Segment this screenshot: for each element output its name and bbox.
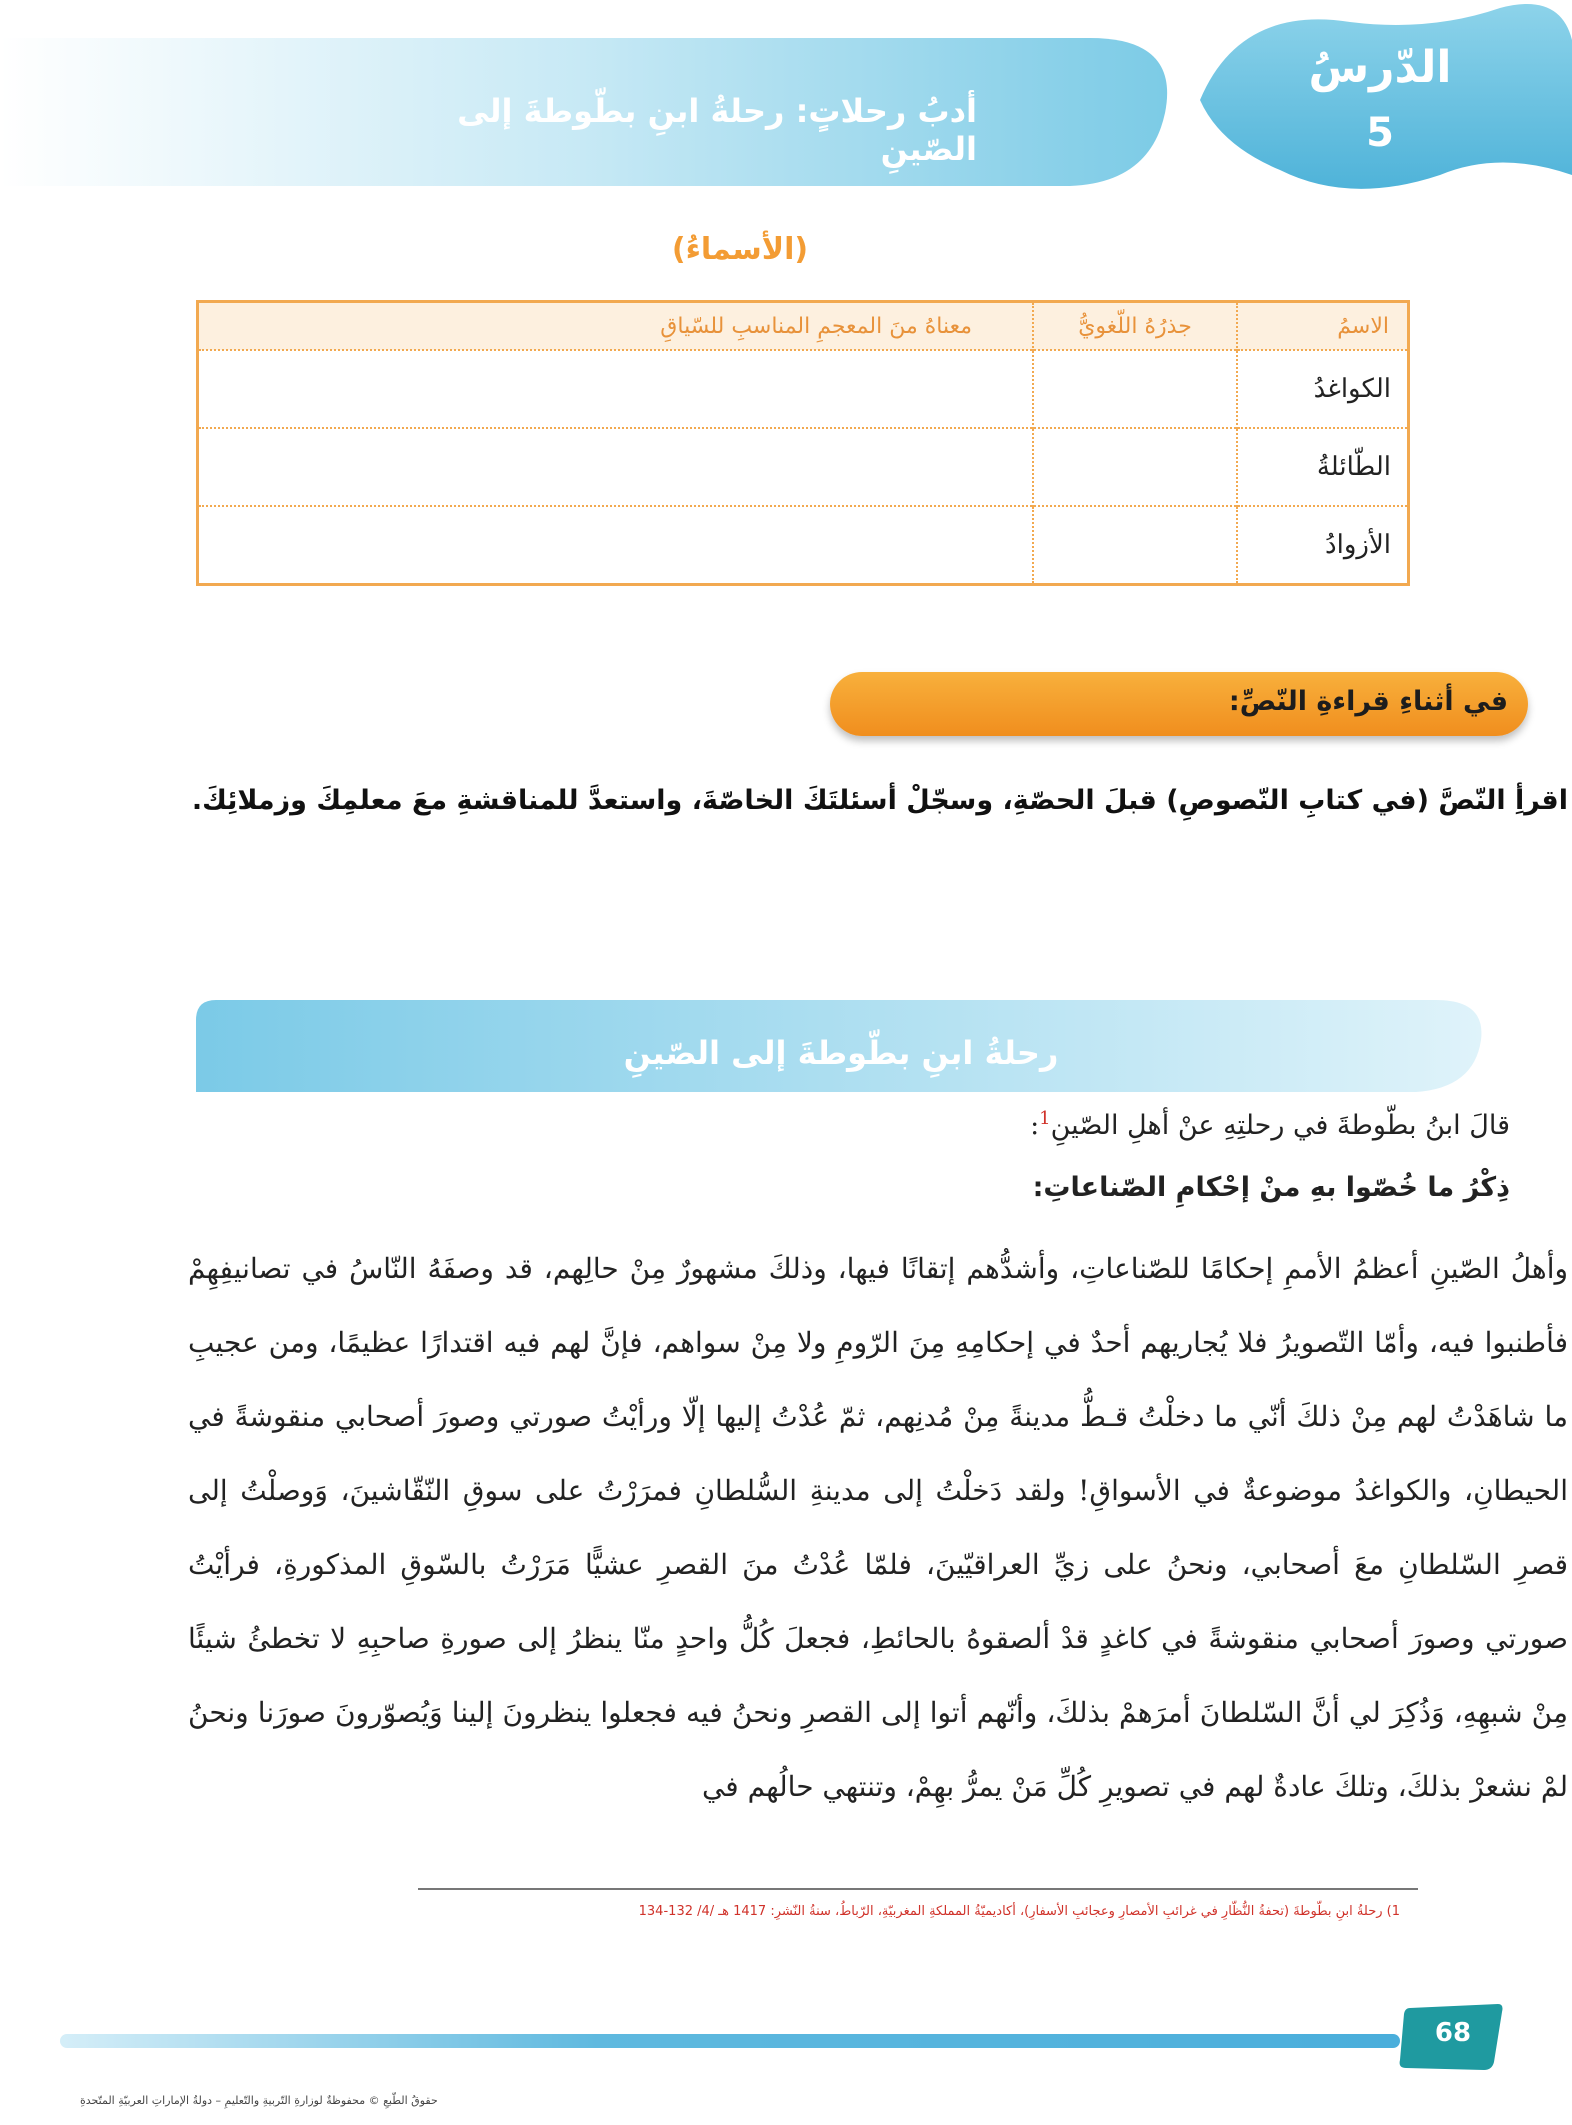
section-title: رحلةُ ابنِ بطّوطةَ إلى الصّينِ [623,1034,1059,1072]
column-header: جذرُهُ اللّغويُّ [1033,302,1237,351]
footnote-divider [418,1888,1418,1890]
vocab-table [196,300,1410,586]
meaning-cell[interactable] [198,428,1034,506]
column-header: الاسمُ [1237,302,1409,351]
column-header: معناهُ منَ المعجمِ المناسبِ للسّياقِ [198,302,1034,351]
word-cell: الطّائلةُ [1237,428,1409,506]
footnote: 1) رحلةُ ابنِ بطّوطةَ (تحفةُ النُّظّارِ في غرائبِ الأمصارِ وعجائبِ الأسفارِ)، أكاديميّةُ المملكةِ المغربيّةِ، الرّباطُ، سنةُ النّشرِ: 1417 هـ /4/ 132-134 [638,1904,1400,1919]
subheading: ذِكْرُ ما خُصّوا بهِ منْ إحْكامِ الصّناعاتِ: [1032,1172,1510,1203]
copyright-text: حقوقُ الطّبعِ © محفوظةٌ لوزارةِ التّربيةِ والتّعليمِ – دولةُ الإماراتِ العربيّةِ المتّحدةِ [80,2094,438,2107]
reading-label: في أثناءِ قراءةِ النّصِّ: [1228,686,1508,717]
body-paragraph: وأهلُ الصّينِ أعظمُ الأممِ إحكامًا للصّناعاتِ، وأشدُّهم إتقانًا فيها، وذلكَ مشهورٌ مِنْ حالِهم، قد وصفَهُ النّاسُ في تصانيفِهِمْ فأطنبوا فيه، وأمّا التّصويرُ فلا يُجاريهم أحدٌ في إحكامِهِ مِنَ الرّومِ ولا مِنْ سواهم، فإنَّ لهم فيه اقتدارًا عظيمًا، ومن عجيبِ ما شاهَدْتُ لهم مِنْ ذلكَ أنّي ما دخلْتُ قـطُّ مدينةً مِنْ مُدنِهم، ثمّ عُدْتُ إليها إلّا ورأيْتُ صورتي وصورَ أصحابي منقوشةً في الحيطانِ، والكواغدُ موضوعةٌ في الأسواقِ! ولقد دَخلْتُ إلى مدينةِ السُّلطانِ فمرَرْتُ على سوقِ النّقّاشينَ، وَوصلْتُ إلى قصرِ السّلطانِ معَ أصحابي، ونحنُ على زيِّ العراقيّينَ، فلمّا عُدْتُ منَ القصرِ عشيًّا مَرَرْتُ بالسّوقِ المذكورةِ، فرأيْتُ صورتي وصورَ أصحابي منقوشةً في كاغدٍ قدْ ألصقوهُ بالحائطِ، فجعلَ كُلُّ واحدٍ منّا ينظرُ إلى صورةِ صاحبِهِ لا تخطئُ شيئًا مِنْ شبهِهِ، وَذُكِرَ لي أنَّ السّلطانَ أمرَهمْ بذلكَ، وأنّهم أتوا إلى القصرِ ونحنُ فيه فجعلوا ينظرونَ إلينا وَيُصوّرونَ صورَنا ونحنُ لمْ نشعرْ بذلكَ، وتلكَ عادةٌ لهم في تصويرِ كُلِّ مَنْ يمرُّ بهِمْ، وتنتهي حالُهم في [188,1252,1569,1803]
lesson-badge [1200,0,1572,190]
root-cell[interactable] [1033,428,1237,506]
lesson-number: 5 [1366,110,1394,156]
intro-line: قالَ ابنُ بطّوطةَ في رحلتِهِ عنْ أهلِ الصّينِ$^1$: [1030,1108,1510,1141]
word-cell: الكواغدُ [1237,350,1409,428]
reading-label-pill [830,672,1528,736]
footnote-marker: 1 [1039,1108,1051,1129]
table-header-row [198,302,1409,351]
root-cell[interactable] [1033,506,1237,585]
meaning-cell[interactable] [198,350,1034,428]
word-cell: الأزوادُ [1237,506,1409,585]
lesson-label: الدّرسُ [1308,42,1452,93]
table-row [198,506,1409,585]
table-row [198,350,1409,428]
vocab-heading: (الأسماءُ) [671,232,809,267]
lesson-title: أدبُ رحلاتٍ: رحلةُ ابنِ بطّوطةَ إلى الصّينِ [457,92,977,168]
table-row [198,428,1409,506]
intro-text: قالَ ابنُ بطّوطةَ في رحلتِهِ عنْ أهلِ الصّينِ [1050,1110,1510,1141]
meaning-cell[interactable] [198,506,1034,585]
footer-bar [60,2034,1400,2048]
root-cell[interactable] [1033,350,1237,428]
reading-instruction: اقرأِ النّصَّ (في كتابِ النّصوصِ) قبلَ الحصّةِ، وسجّلْ أسئلتَكَ الخاصّةَ، واستعدَّ للمناقشةِ معَ معلمِكَ وزملائِكَ. [191,785,1568,816]
page-number: 68 [1434,2018,1472,2048]
